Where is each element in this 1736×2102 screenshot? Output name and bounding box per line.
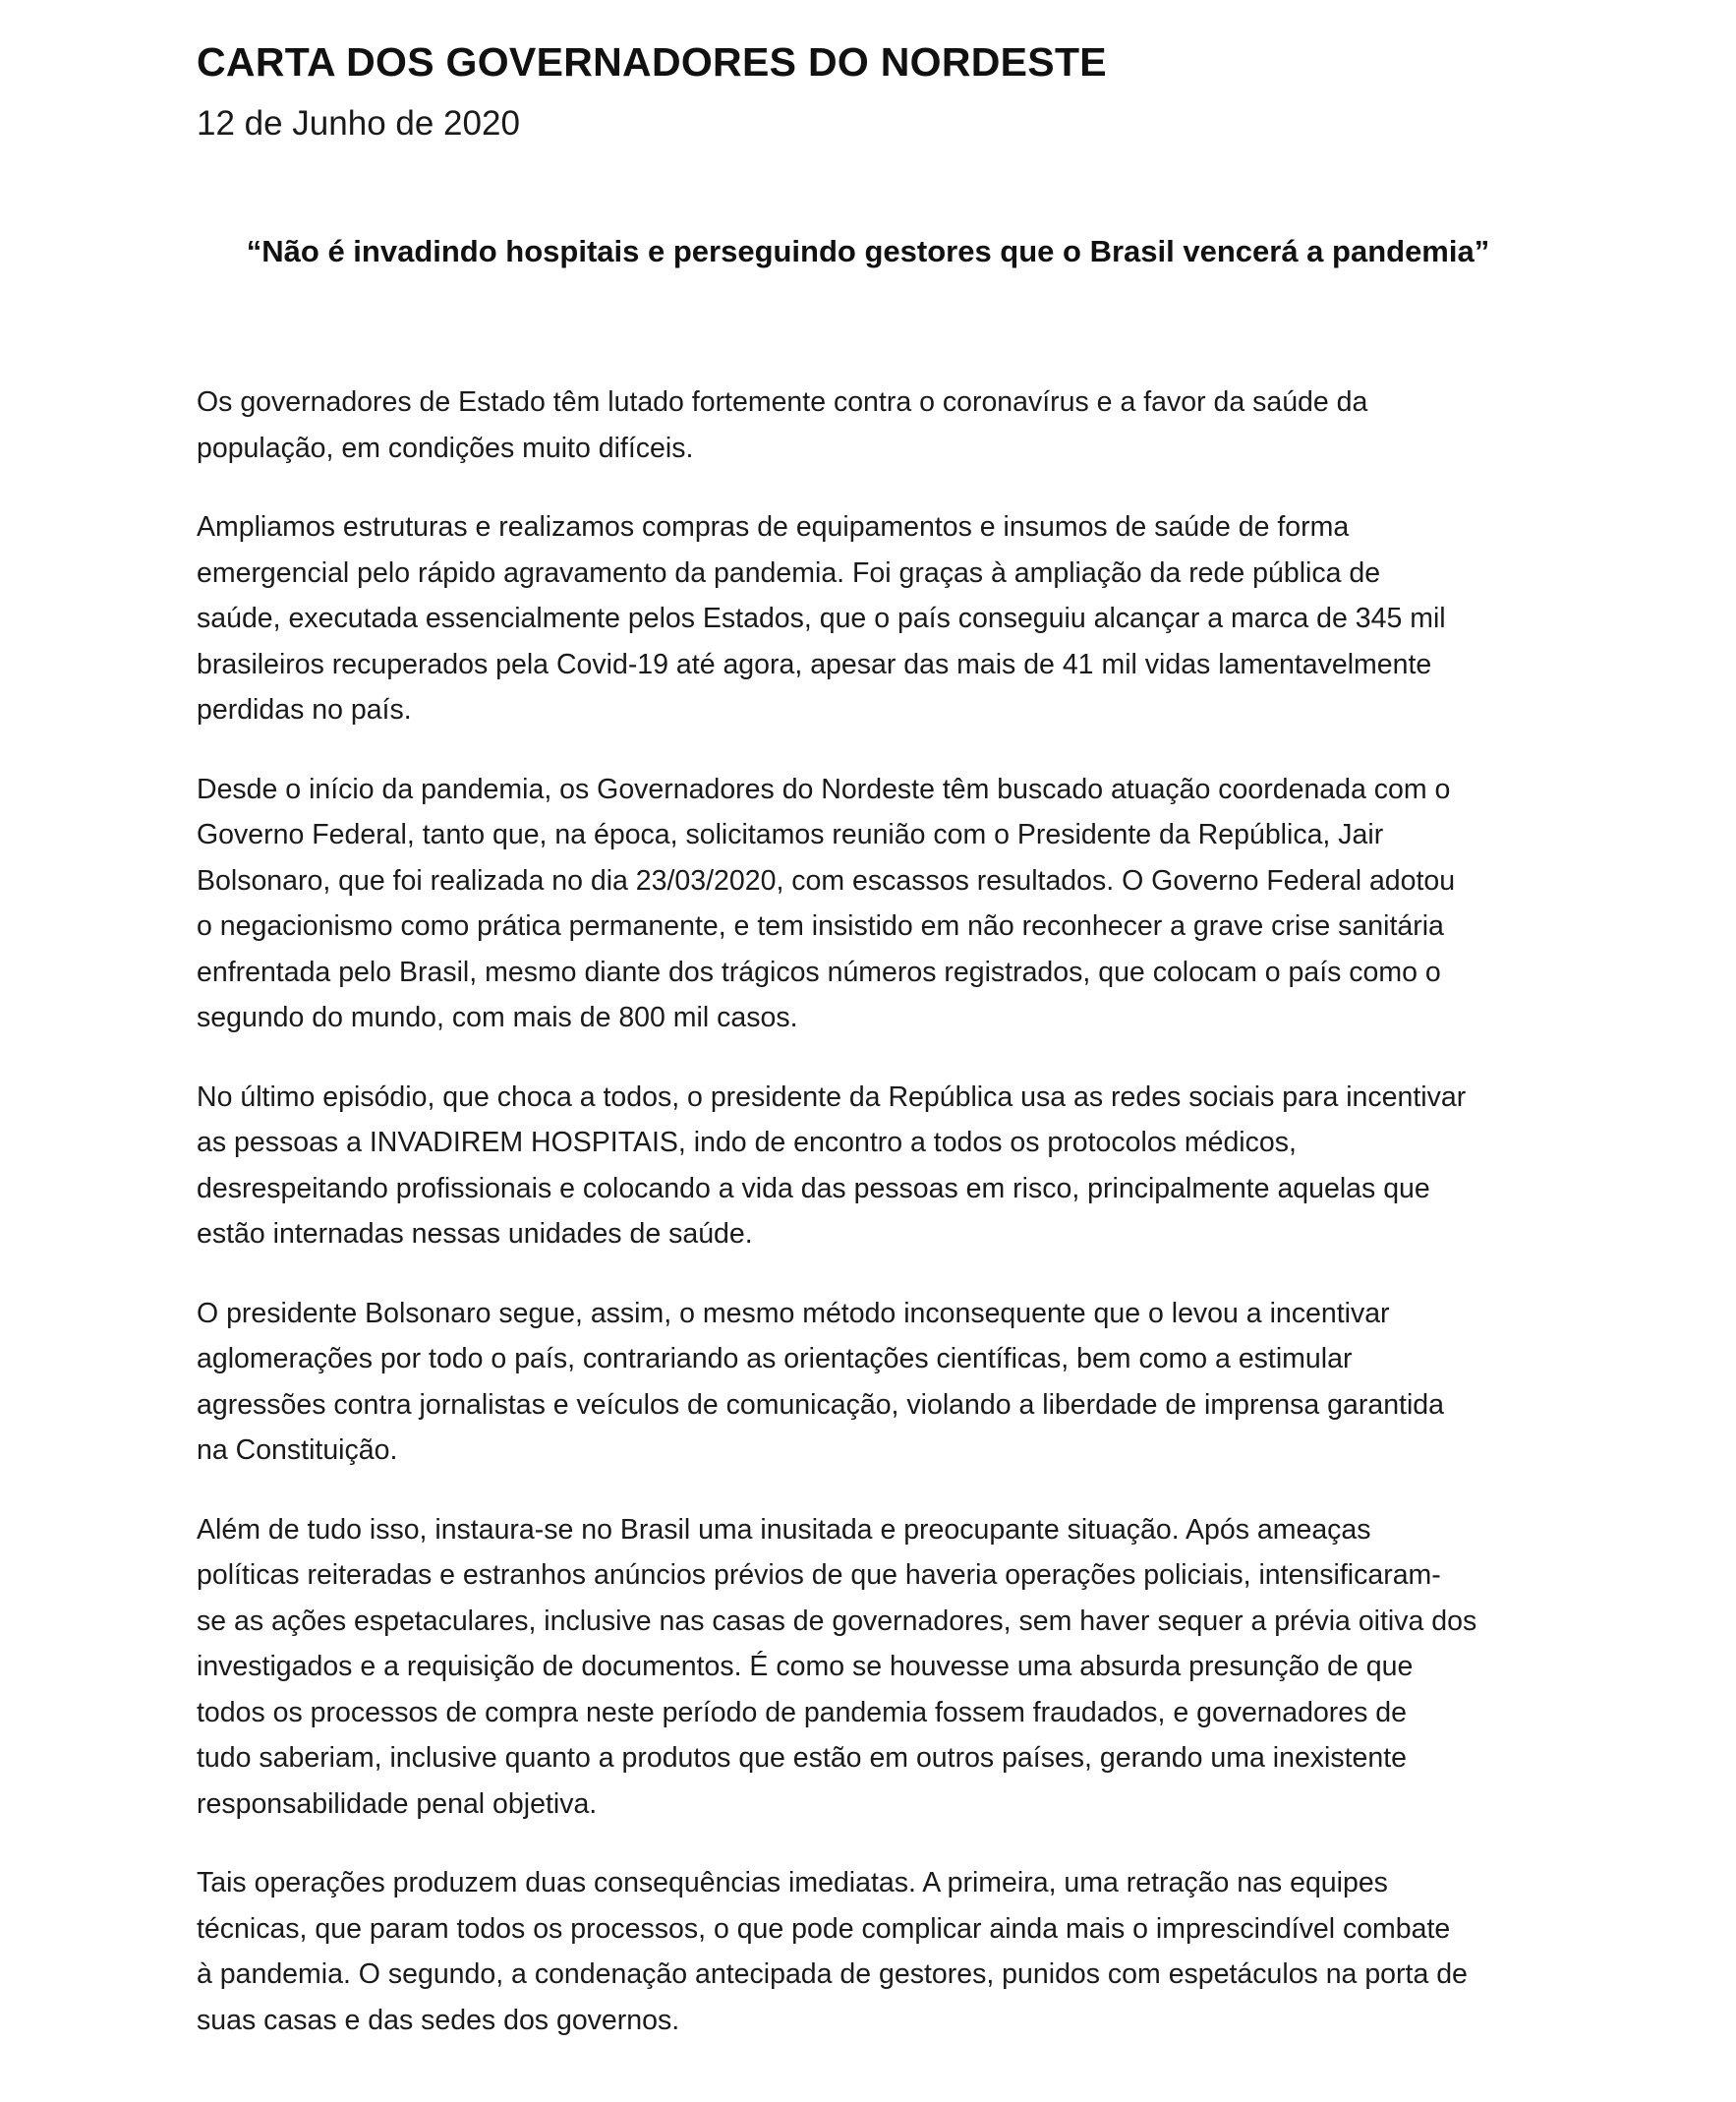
paragraph-line: as pessoas a INVADIREM HOSPITAIS, indo de encontro a todos os protocolos médicos, xyxy=(197,1127,1297,1158)
paragraph xyxy=(197,1860,1553,2043)
paragraph-line: O presidente Bolsonaro segue, assim, o mesmo método inconsequente que o levou a incentivar xyxy=(197,1297,1390,1329)
paragraph-line: Além de tudo isso, instaura-se no Brasil uma inusitada e preocupante situação. Após ameaças xyxy=(197,1513,1371,1546)
paragraph-line: saúde, executada essencialmente pelos Estados, que o país conseguiu alcançar a marca de 345 mil xyxy=(197,603,1446,634)
paragraph-line: políticas reiteradas e estranhos anúncios prévios de que haveria operações policiais, intensificaram- xyxy=(197,1559,1441,1591)
document-body xyxy=(197,380,1553,2076)
paragraph-line: emergencial pelo rápido agravamento da pandemia. Foi graças à ampliação da rede pública de xyxy=(197,556,1381,589)
paragraph-line: Governo Federal, tanto que, na época, solicitamos reunião com o Presidente da República, Jair xyxy=(197,819,1384,850)
paragraph-line: Bolsonaro, que foi realizada no dia 23/03/2020, com escassos resultados. O Governo Federal adotou xyxy=(197,864,1456,897)
paragraph xyxy=(197,1075,1553,1257)
paragraph-line: tudo saberiam, inclusive quanto a produtos que estão em outros países, gerando uma inexistente xyxy=(197,1742,1408,1774)
paragraph xyxy=(197,1291,1553,1474)
paragraph-line: enfrentada pelo Brasil, mesmo diante dos trágicos números registrados, que colocam o país como o xyxy=(197,956,1441,988)
paragraph-line: estão internadas nessas unidades de saúde. xyxy=(197,1218,753,1250)
paragraph-line: todos os processos de compra neste período de pandemia fossem fraudados, e governadores de xyxy=(197,1696,1408,1728)
paragraph-line: responsabilidade penal objetiva. xyxy=(197,1787,598,1820)
paragraph-line: agressões contra jornalistas e veículos de comunicação, violando a liberdade de imprensa garantida xyxy=(197,1388,1445,1421)
paragraph xyxy=(197,767,1553,1041)
paragraph-line: investigados e a requisição de documentos. É como se houvesse uma absurda presunção de que xyxy=(197,1651,1414,1682)
document-title: CARTA DOS GOVERNADORES DO NORDESTE xyxy=(197,39,1107,85)
paragraph-line: Ampliamos estruturas e realizamos compras de equipamentos e insumos de saúde de forma xyxy=(197,511,1350,543)
paragraph xyxy=(197,380,1553,471)
paragraph-line: à pandemia. O segundo, a condenação antecipada de gestores, punidos com espetáculos na porta de xyxy=(197,1958,1468,1990)
paragraph-line: se as ações espetaculares, inclusive nas casas de governadores, sem haver sequer a prévia oitiva dos xyxy=(197,1605,1477,1637)
paragraph-line: técnicas, que param todos os processos, o que pode complicar ainda mais o imprescindível combate xyxy=(197,1912,1451,1945)
paragraph-line: perdidas no país. xyxy=(197,694,412,726)
paragraph-line: na Constituição. xyxy=(197,1434,398,1466)
paragraph-line: o negacionismo como prática permanente, e tem insistido em não reconhecer a grave crise sanitária xyxy=(197,910,1444,942)
paragraph-line: aglomerações por todo o país, contrariando as orientações científicas, bem como a estimular xyxy=(197,1343,1353,1374)
document-date: 12 de Junho de 2020 xyxy=(197,104,520,143)
paragraph-line: Desde o início da pandemia, os Governadores do Nordeste têm buscado atuação coordenada com o xyxy=(197,773,1451,805)
document-subtitle: “Não é invadindo hospitais e perseguindo gestores que o Brasil vencerá a pandemia” xyxy=(246,234,1490,268)
paragraph-line: suas casas e das sedes dos governos. xyxy=(197,2004,680,2036)
paragraph-line: No último episódio, que choca a todos, o presidente da República usa as redes sociais para incentivar xyxy=(197,1080,1467,1113)
paragraph xyxy=(197,504,1553,733)
paragraph-line: segundo do mundo, com mais de 800 mil casos. xyxy=(197,1002,798,1033)
paragraph-line: brasileiros recuperados pela Covid-19 até agora, apesar das mais de 41 mil vidas lamentavelmente xyxy=(197,648,1432,680)
paragraph-line: desrespeitando profissionais e colocando a vida das pessoas em risco, principalmente aquelas que xyxy=(197,1172,1430,1204)
paragraph-line: Os governadores de Estado têm lutado fortemente contra o coronavírus e a favor da saúde da xyxy=(197,386,1368,418)
paragraph-line: Tais operações produzem duas consequências imediatas. A primeira, uma retração nas equipes xyxy=(197,1867,1388,1898)
paragraph xyxy=(197,1507,1553,1828)
paragraph-line: população, em condições muito difíceis. xyxy=(197,432,694,464)
